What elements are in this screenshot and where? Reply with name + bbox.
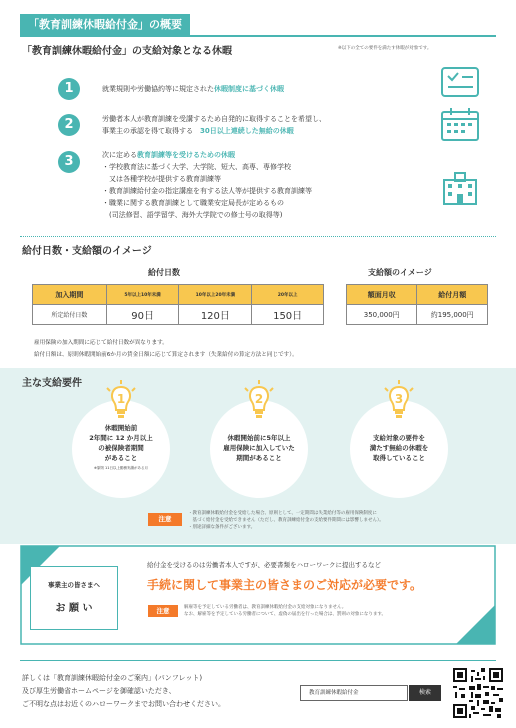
footer-line: 及び厚生労働省ホームページを御確認いただき、 [22,687,176,695]
condition-1-highlight: 休暇制度に基づく休暇 [214,85,284,93]
requirement-line: 雇用保険に加入していた [223,444,295,452]
requirement-line: 支給対象の要件を [373,434,425,442]
requirement-3-text [350,433,448,463]
requirement-number-2: 2 [254,392,264,406]
benefit-days-title: 給付日数 [148,268,180,277]
employer-request-intro: 給付金を受けるのは労働者本人ですが、必要書類をハローワークに提出するなど [147,561,381,569]
days-value-1: 90日 [106,305,179,325]
days-value-2: 120日 [179,305,252,325]
requirement-line: 休暇開始前に5年以上 [227,434,291,442]
days-label: 所定給付日数 [33,305,107,325]
employer-request-label-box [30,566,118,630]
requirement-number-1: 1 [116,392,126,406]
header-rule [20,35,496,37]
condition-2-line1: 労働者本人が教育訓練を受講するため自発的に取得することを希望し、 [102,115,326,123]
checklist-icon [440,66,480,98]
footer-rule [20,660,496,661]
condition-2-line2 [102,125,326,137]
page-title: 「教育訓練休暇給付金」の概要 [20,14,190,36]
employer-caution-tag: 注意 [148,605,178,617]
school-building-icon [440,170,480,206]
amount-salary-value: 350,000円 [347,305,417,325]
benefit-footnote: 給付日額は、原則休暇開始前6か月の賃金日額に応じて算定されます（失業給付の算定方法と同じです）。 [34,352,298,358]
requirement-line: があること [104,454,138,462]
benefit-footnote: 雇用保険の加入期間に応じて給付日数が異なります。 [34,340,168,346]
requirement-line: 満たす無給の休暇を [369,444,429,452]
condition-number-1: 1 [58,78,80,100]
requirement-1-footnote: ※原則 11日以上勤務実績がある月 [94,466,148,470]
condition-1-text-plain: 就業規則や労働協約等に規定された [102,85,214,93]
benefit-days-table [32,284,324,325]
qr-code-icon [453,668,503,718]
caution-line: なお、解雇等を予定している労働者について、虚偽の届出を行った場合は、罰則の対象になります。 [184,612,386,617]
condition-3-text [102,149,312,221]
footer-line: ご不明な点はお近くのハローワークまでお問い合わせください。 [22,700,225,708]
requirement-line: 2年間に 12 か月以上 [89,434,153,442]
amount-header-benefit: 給付月額 [417,285,488,305]
period-col-1: 5年以上10年未満 [106,285,179,305]
period-header: 加入期間 [33,285,107,305]
condition-3-bullet: ・学校教育法に基づく大学、大学院、短大、高専、専修学校 [102,163,291,171]
period-col-2: 10年以上20年未満 [179,285,252,305]
eligible-leave-heading: 「教育訓練休暇給付金」の支給対象となる休暇 [22,46,232,57]
lightbulb-icon [243,380,275,420]
condition-3-highlight: 教育訓練等を受けるための休暇 [137,151,235,159]
employer-caution-text [184,604,386,618]
requirement-2-text [210,433,308,463]
caution-line: ・教育訓練休暇給付金を受給した場合、原則として、一定期間は失業給付等の雇用保険制度に [188,511,377,516]
amount-benefit-value: 約195,000円 [417,305,488,325]
requirement-line: の被保険者期間 [98,444,144,452]
benefit-image-heading: 給付日数・支給額のイメージ [22,246,152,257]
condition-3-bullet: (司法修習、語学留学、海外大学院での修士号の取得等) [102,211,283,219]
period-col-3: 20年以上 [252,285,324,305]
condition-3-text-plain: 次に定める [102,151,137,159]
calendar-icon [440,106,480,142]
footer-contact-text [22,672,225,711]
condition-number-3: 3 [58,151,80,173]
footer-line: 詳しくは「教育訓練休暇給付金のご案内」(パンフレット) [22,674,203,682]
lightbulb-icon [105,380,137,420]
employer-request-heading: お 願 い [55,603,93,614]
employer-request-label: 事業主の皆さまへ [48,581,100,589]
caution-line: ・別途詳細な条件がございます。 [188,525,256,530]
condition-number-2: 2 [58,114,80,136]
requirement-line: 休暇開始前 [104,424,138,432]
condition-2-highlight: 30日以上連続した無給の休暇 [200,127,294,135]
requirement-line: 取得していること [373,454,425,462]
condition-3-line1 [102,149,312,161]
search-button: 検索 [409,685,441,701]
requirements-caution-text [188,510,384,531]
caution-line: 基づく給付金を受給できません（ただし、教育訓練給付金の支給要件期間には影響しません）。 [188,518,384,523]
condition-3-bullet: 又は各種学校が提供する教育訓練等 [102,175,221,183]
employer-request-emphasis: 手続に関して事業主の皆さまのご対応が必要です。 [147,578,423,592]
condition-3-bullet: ・職業に関する教育訓練として職業安定局長が定めるもの [102,199,284,207]
section-divider [20,236,496,237]
eligible-leave-note: ※以下の全ての要件を満たす休暇が対象です。 [338,46,432,51]
requirement-line: 期間があること [236,454,282,462]
condition-2-text [102,113,326,137]
condition-1-text [102,83,284,95]
requirement-1-text [72,423,170,473]
requirement-number-3: 3 [394,392,404,406]
condition-3-bullet: ・教育訓練給付金の指定講座を有する法人等が提供する教育訓練等 [102,187,312,195]
lightbulb-icon [383,380,415,420]
benefit-amount-table [346,284,488,325]
condition-2-text-plain: 事業主の承認を得て取得する [102,127,193,135]
benefit-amount-title: 支給額のイメージ [368,268,432,277]
requirements-heading: 主な支給要件 [22,378,82,389]
amount-header-salary: 額面月収 [347,285,417,305]
requirements-caution-tag: 注意 [148,513,182,526]
search-box: 教育訓練休暇給付金 [300,685,408,701]
days-value-3: 150日 [252,305,324,325]
caution-line: 解雇等を予定している労働者は、教育訓練休暇給付金の支給対象になりません。 [184,605,347,610]
